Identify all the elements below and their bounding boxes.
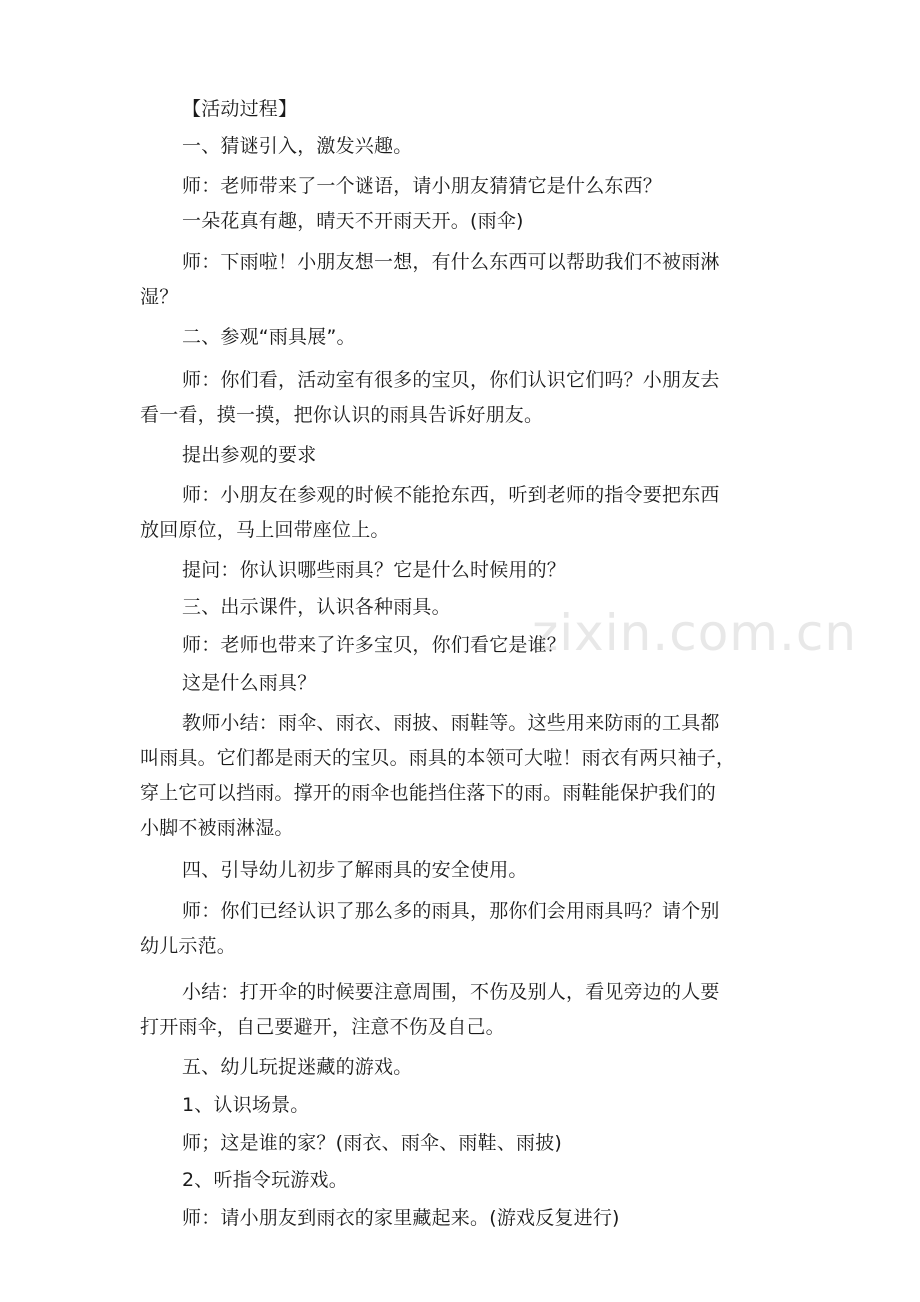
paragraph [140, 1050, 780, 1085]
text-line: 师：你们看，活动室有很多的宝贝，你们认识它们吗？小朋友去 [182, 369, 720, 391]
watermark: zixin.com.cn [532, 604, 858, 662]
text-line: 五、幼儿玩捉迷藏的游戏。 [182, 1056, 413, 1078]
paragraph [140, 478, 780, 548]
paragraph [140, 553, 780, 588]
text-line: 2、听指令玩游戏。 [182, 1169, 348, 1191]
paragraph [140, 245, 780, 315]
text-line: 教师小结：雨伞、雨衣、雨披、雨鞋等。这些用来防雨的工具都 [182, 712, 720, 734]
paragraph [140, 894, 780, 964]
text-line: 师：小朋友在参观的时候不能抢东西，听到老师的指令要把东西 [182, 484, 720, 506]
text-line: 这是什么雨具？ [182, 672, 317, 694]
paragraph [140, 92, 780, 127]
text-line: 一朵花真有趣，晴天不开雨天开。(雨伞) [182, 210, 524, 232]
paragraph [140, 666, 780, 701]
paragraph [140, 628, 780, 663]
text-line: 师：请小朋友到雨衣的家里藏起来。(游戏反复进行) [182, 1207, 620, 1229]
text-line: 三、出示课件，认识各种雨具。 [182, 596, 451, 618]
paragraph [140, 438, 780, 473]
paragraph [140, 363, 780, 433]
text-line: 提问：你认识哪些雨具？它是什么时候用的？ [182, 559, 567, 581]
text-line: 师：老师带来了一个谜语，请小朋友猜猜它是什么东西？ [182, 175, 663, 197]
text-line: 师；这是谁的家？(雨衣、雨伞、雨鞋、雨披) [182, 1132, 563, 1154]
text-line: 提出参观的要求 [182, 444, 317, 466]
text-line: 二、参观“雨具展”。 [182, 326, 356, 348]
text-line: 穿上它可以挡雨。撑开的雨伞也能挡住落下的雨。雨鞋能保护我们的 [140, 782, 717, 804]
text-line: 打开雨伞，自己要避开，注意不伤及自己。 [140, 1016, 505, 1038]
text-line: 叫雨具。它们都是雨天的宝贝。雨具的本领可大啦！雨衣有两只袖子， [140, 747, 736, 769]
paragraph [140, 1163, 780, 1198]
text-line: 湿？ [140, 286, 179, 308]
text-line: 幼儿示范。 [140, 935, 237, 957]
text-line: 师：下雨啦！小朋友想一想，有什么东西可以帮助我们不被雨淋 [182, 251, 720, 273]
paragraph [140, 1088, 780, 1123]
text-line: 师：老师也带来了许多宝贝，你们看它是谁？ [182, 634, 567, 656]
paragraph [140, 1126, 780, 1161]
paragraph [140, 129, 780, 164]
paragraph [140, 975, 780, 1045]
paragraph [140, 204, 780, 239]
paragraph [140, 169, 780, 204]
paragraph [140, 320, 780, 355]
text-line: 1、认识场景。 [182, 1094, 310, 1116]
text-line: 小脚不被雨淋湿。 [140, 817, 294, 839]
text-line: 小结：打开伞的时候要注意周围，不伤及别人，看见旁边的人要 [182, 981, 720, 1003]
text-line: 师：你们已经认识了那么多的雨具，那你们会用雨具吗？请个别 [182, 900, 720, 922]
text-line: 四、引导幼儿初步了解雨具的安全使用。 [182, 859, 528, 881]
paragraph [140, 590, 780, 625]
text-line: 【活动过程】 [182, 98, 298, 120]
paragraph [140, 1201, 780, 1236]
text-line: 放回原位，马上回带座位上。 [140, 519, 390, 541]
paragraph [140, 853, 780, 888]
text-line: 一、猜谜引入，激发兴趣。 [182, 135, 413, 157]
text-line: 看一看，摸一摸，把你认识的雨具告诉好朋友。 [140, 404, 544, 426]
paragraph [140, 706, 780, 846]
